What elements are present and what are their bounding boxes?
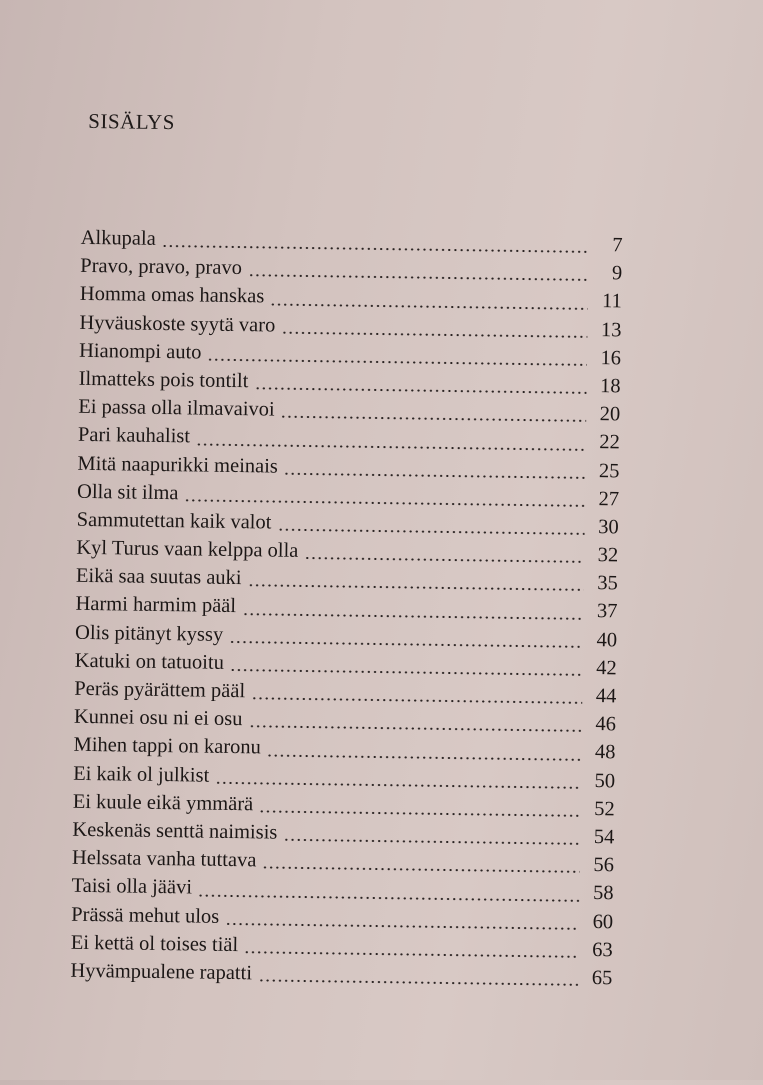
dot-leader <box>242 596 584 621</box>
page-title: SISÄLYS <box>88 108 176 135</box>
dot-leader <box>283 822 580 846</box>
dot-leader <box>304 540 584 564</box>
dot-leader <box>270 286 588 310</box>
toc-entry-page: 40 <box>596 628 618 651</box>
toc-entry-page: 32 <box>597 544 619 567</box>
toc-entry-page: 44 <box>595 685 617 708</box>
toc-entry-page: 48 <box>594 741 616 764</box>
toc-entry-page: 58 <box>592 882 614 905</box>
toc-entry-title: Eikä saa suutas auki <box>75 565 242 590</box>
dot-leader <box>184 482 585 508</box>
toc-entry-page: 50 <box>594 769 616 792</box>
toc-entry-page: 60 <box>592 910 614 933</box>
toc-entry-title: Taisi olla jäävi <box>71 875 193 899</box>
toc-entry-page: 56 <box>593 854 615 877</box>
toc-entry-title: Kyl Turus vaan kelppa olla <box>76 536 299 562</box>
toc-entry-title: Olla sit ilma <box>76 480 179 504</box>
toc-entry-title: Harmi harmim pääl <box>75 593 237 618</box>
dot-leader <box>198 877 580 902</box>
toc-entry-title: Keskenäs senttä naimisis <box>72 818 278 844</box>
dot-leader <box>262 850 580 874</box>
toc-entry-title: Ei passa olla ilmavaivoi <box>78 395 275 421</box>
toc-entry-page: 30 <box>598 515 619 539</box>
toc-entry-page: 37 <box>596 600 618 623</box>
toc-entry-page: 63 <box>592 938 613 962</box>
toc-entry-title: Mihen tappi on karonu <box>73 734 262 759</box>
dot-leader <box>230 652 583 677</box>
toc-entry-title: Pari kauhalist <box>77 424 191 448</box>
toc-entry-page: 18 <box>599 375 621 398</box>
dot-leader <box>196 426 586 451</box>
dot-leader <box>259 793 581 817</box>
toc-entry-title: Ei kettä ol toises tiäl <box>70 931 239 956</box>
toc-entry-page: 46 <box>595 713 617 736</box>
toc-entry-page: 27 <box>598 487 620 511</box>
dot-leader <box>248 709 582 734</box>
dot-leader <box>251 680 582 705</box>
dot-leader <box>162 228 589 254</box>
dot-leader <box>248 258 589 283</box>
toc-entry-title: Katuki on tatuoitu <box>74 649 225 674</box>
toc-entry-title: Mitä naapurikki meinais <box>77 452 279 478</box>
table-of-contents <box>70 224 623 993</box>
toc-entry-title: Prässä mehut ulos <box>71 903 220 928</box>
toc-entry-page: 42 <box>596 656 617 680</box>
toc-entry-page: 22 <box>599 431 620 454</box>
dot-leader <box>207 342 587 367</box>
toc-entry-page: 13 <box>600 318 622 341</box>
dot-leader <box>225 906 579 931</box>
dot-leader <box>258 962 579 986</box>
toc-entry-title: Sammutettan kaik valot <box>76 508 272 534</box>
toc-entry-title: Hyvämpualene rapatti <box>70 959 253 985</box>
dot-leader <box>281 399 587 423</box>
toc-entry-page: 11 <box>601 290 622 313</box>
toc-entry-title: Helssata vanha tuttava <box>71 846 257 872</box>
toc-entry-title: Hianompi auto <box>78 339 202 364</box>
dot-leader <box>277 512 585 536</box>
toc-entry-page: 16 <box>600 346 622 370</box>
dot-leader <box>229 624 583 649</box>
toc-entry-title: Peräs pyärättem pääl <box>74 677 246 703</box>
toc-entry-title: Pravo, pravo, pravo <box>80 255 243 280</box>
toc-entry-page: 65 <box>591 966 613 990</box>
toc-entry-page: 25 <box>598 459 620 482</box>
dot-leader <box>244 934 579 959</box>
toc-entry-page: 20 <box>599 403 621 426</box>
dot-leader <box>215 765 581 790</box>
toc-entry-title: Olis pitänyt kyssy <box>74 621 224 646</box>
toc-entry-title: Kunnei osu ni ei osu <box>73 705 243 731</box>
toc-entry-title: Ei kaik ol julkist <box>73 762 210 787</box>
toc-entry-page: 35 <box>597 572 619 595</box>
dot-leader <box>254 370 587 395</box>
toc-entry-title: Homma omas hanskas <box>79 283 265 308</box>
toc-entry-title: Ei kuule eikä ymmärä <box>72 790 254 816</box>
toc-entry-page: 52 <box>594 797 615 821</box>
dot-leader <box>247 568 584 593</box>
toc-entry-page: 54 <box>593 825 615 849</box>
dot-leader <box>267 737 582 761</box>
toc-entry-page: 9 <box>611 262 623 285</box>
toc-entry-page: 7 <box>612 234 623 257</box>
dot-leader <box>281 314 587 338</box>
toc-entry-title: Ilmatteks pois tontilt <box>78 367 249 393</box>
toc-entry-title: Hyväuskoste syytä varo <box>79 311 276 337</box>
dot-leader <box>284 455 586 479</box>
toc-entry-title: Alkupala <box>80 226 156 250</box>
